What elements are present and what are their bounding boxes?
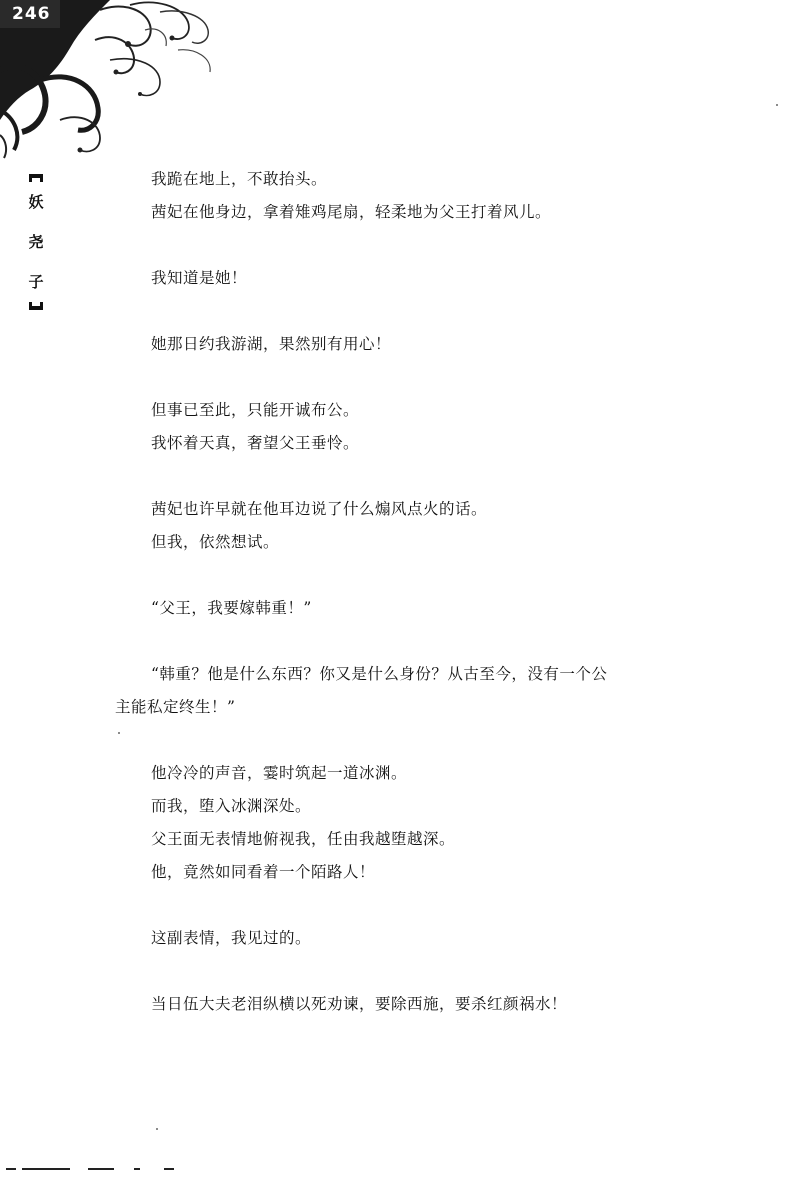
text-line: 我怀着天真，奢望父王垂怜。 bbox=[151, 434, 360, 452]
paragraph bbox=[115, 262, 735, 295]
title-bracket-top bbox=[29, 174, 43, 182]
page-number: 246 bbox=[12, 4, 51, 24]
dialogue-line: 主能私定终生！” bbox=[115, 698, 236, 716]
paragraph bbox=[115, 328, 735, 361]
book-title-vertical bbox=[24, 174, 48, 310]
scan-speck bbox=[156, 1128, 158, 1130]
text-line: 她那日约我游湖，果然别有用心！ bbox=[151, 335, 392, 353]
paragraph bbox=[115, 493, 735, 559]
title-bracket-bottom bbox=[29, 302, 43, 310]
dialogue-line: “韩重？他是什么东西？你又是什么身份？从古至今，没有一个公 bbox=[151, 665, 608, 683]
title-char: 尧 bbox=[28, 233, 44, 251]
text-line: 这副表情，我见过的。 bbox=[151, 929, 312, 947]
text-line: 茜妃也许早就在他耳边说了什么煽风点火的话。 bbox=[151, 500, 488, 518]
text-line: 父王面无表情地俯视我，任由我越堕越深。 bbox=[151, 830, 456, 848]
corner-ornament bbox=[0, 0, 230, 160]
scan-speck bbox=[118, 732, 120, 734]
text-line: 而我，堕入冰渊深处。 bbox=[151, 797, 312, 815]
text-line: 但事已至此，只能开诚布公。 bbox=[151, 401, 360, 419]
paragraph bbox=[115, 658, 735, 724]
title-char: 妖 bbox=[28, 193, 44, 211]
paragraph bbox=[115, 394, 735, 460]
paragraph bbox=[115, 988, 735, 1021]
title-char: 子 bbox=[28, 273, 44, 291]
body-text bbox=[115, 163, 735, 1021]
scan-speck bbox=[776, 104, 778, 106]
text-line: 当日伍大夫老泪纵横以死劝谏，要除西施，要杀红颜祸水！ bbox=[151, 995, 568, 1013]
text-line: 他，竟然如同看着一个陌路人！ bbox=[151, 863, 376, 881]
text-line: 他冷冷的声音，霎时筑起一道冰渊。 bbox=[151, 764, 408, 782]
dialogue-line: “父王，我要嫁韩重！” bbox=[151, 599, 312, 617]
paragraph bbox=[115, 163, 735, 229]
paragraph bbox=[115, 922, 735, 955]
text-line: 茜妃在他身边，拿着雉鸡尾扇，轻柔地为父王打着风儿。 bbox=[151, 203, 552, 221]
paragraph bbox=[115, 757, 735, 889]
text-line: 但我，依然想试。 bbox=[151, 533, 280, 551]
text-line: 我知道是她！ bbox=[151, 269, 248, 287]
text-line: 我跪在地上，不敢抬头。 bbox=[151, 170, 328, 188]
paragraph bbox=[115, 592, 735, 625]
